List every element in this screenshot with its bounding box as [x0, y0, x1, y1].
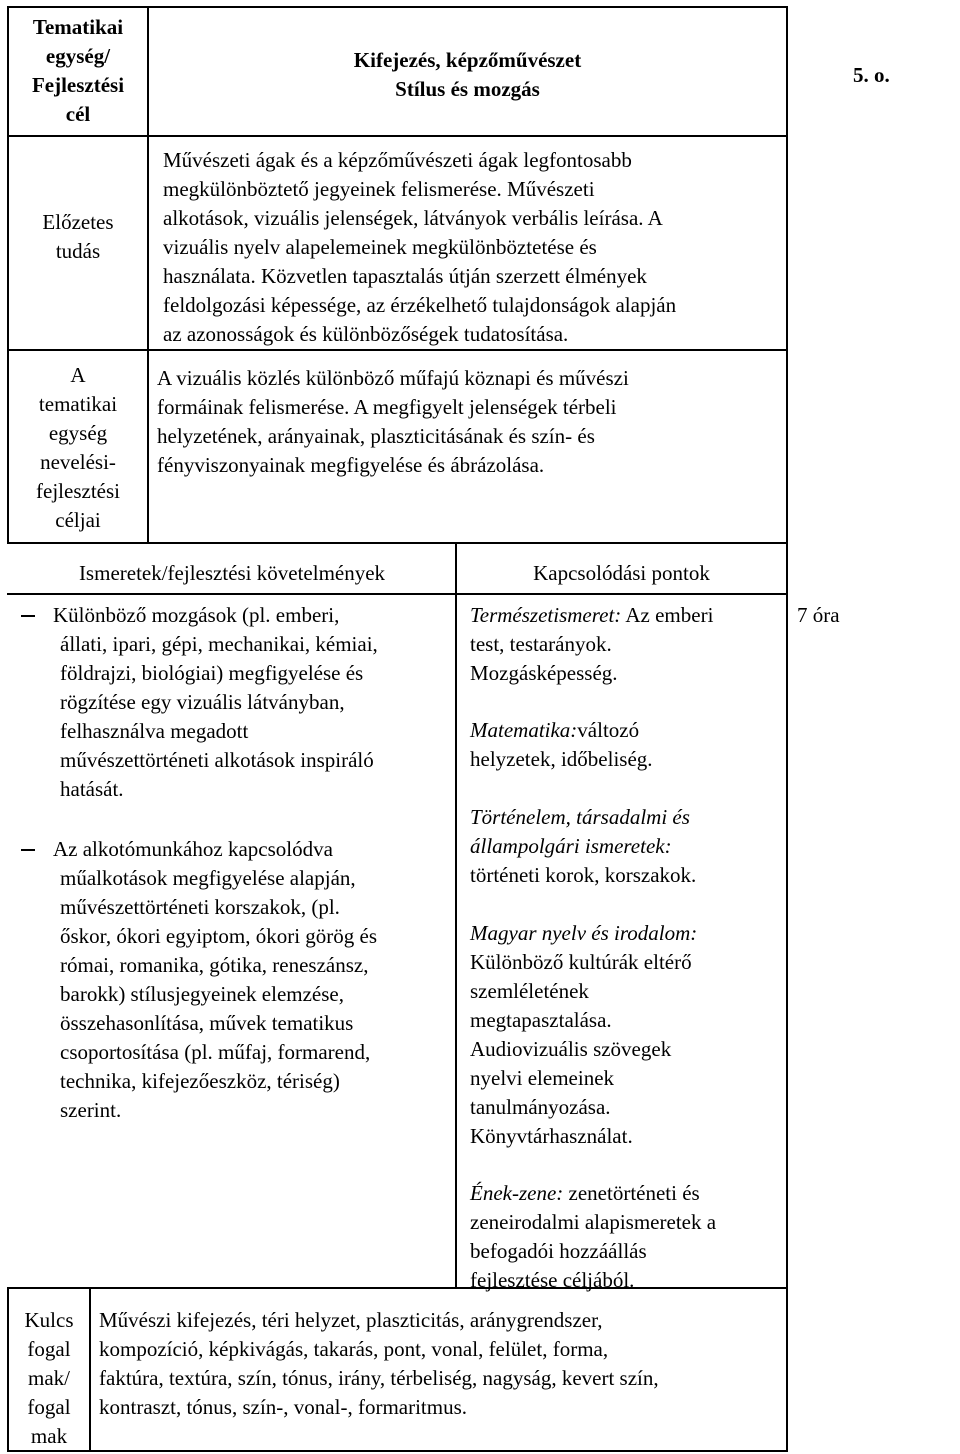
- header-label: Tematikai egység/ Fejlesztési cél: [31, 15, 125, 126]
- rule: [7, 1450, 788, 1452]
- rule: [89, 1287, 91, 1452]
- section-subtitle: Stílus és mozgás: [395, 77, 540, 101]
- dash-bullet: [21, 849, 35, 851]
- requirements-header: Ismeretek/fejlesztési követelmények: [78, 561, 386, 585]
- rule: [7, 6, 788, 8]
- subject-label: Történelem, társadalmi és: [470, 805, 690, 829]
- rule: [7, 135, 788, 137]
- subject-label: Matematika:: [470, 718, 578, 742]
- connection-literature: Magyar nyelv és irodalom: Különböző kultúrák eltérő szemléletének megtapasztalása. Audiovizuális szövegek nyelvi elemeinek tanulmányozása. Könyvtárhasználat.: [470, 921, 698, 1148]
- prior-knowledge-text: Művészeti ágak és a képzőművészeti ágak legfontosabb megkülönböztető jegyeinek felismerése. Művészeti alkotások, vizuális jelenségek, látványok verbális leírása. A vizuális nyelv alapelemeinek megkülönböztetése és használata. Közvetlen tapasztalás útján szerzett élmények feldolgozási képessége, az érzékelhető tulajdonságok alapján az azonosságok és különbözőségek tudatosítása.: [163, 148, 677, 346]
- prior-knowledge-label: Előzetes tudás: [42, 210, 114, 263]
- grade-label: 5. o.: [853, 63, 890, 87]
- dash-bullet: [21, 615, 35, 617]
- rule: [786, 1287, 788, 1452]
- rule: [455, 593, 788, 595]
- rule: [455, 542, 457, 1289]
- subject-label: Természetismeret:: [470, 603, 622, 627]
- rule: [786, 6, 788, 544]
- connection-science: Természetismeret: Az emberi test, testarányok. Mozgásképesség.: [470, 603, 714, 685]
- subject-label: állampolgári ismeretek:: [470, 834, 672, 858]
- section-title: Kifejezés, képzőművészet: [353, 48, 582, 72]
- subject-label: Ének-zene:: [470, 1181, 569, 1205]
- connection-math: Matematika:változó helyzetek, időbeliség.: [470, 718, 653, 771]
- rule: [7, 542, 788, 544]
- subject-label: Magyar nyelv és irodalom:: [470, 921, 698, 945]
- connection-music: Ének-zene: zenetörténeti és zeneirodalmi alapismeretek a befogadói hozzáállás fejlesztése céljából.: [470, 1181, 717, 1292]
- rule: [786, 542, 788, 1289]
- key-concepts-label: Kulcs fogal mak/ fogal mak: [24, 1308, 74, 1448]
- hours-label: 7 óra: [797, 603, 840, 627]
- page-title: [149, 46, 786, 104]
- connection-history: Történelem, társadalmi és állampolgári ismeretek: történeti korok, korszakok.: [470, 805, 697, 887]
- goals-label: A tematikai egység nevelési- fejlesztési céljai: [36, 363, 120, 532]
- list-item: Különböző mozgások (pl. emberi, állati, ipari, gépi, mechanikai, kémiai, földrajzi, biológiai) megfigyelése és rögzítése egy vizuális látványban, felhasználva megadott művészettörténeti alkotások inspiráló hatását.: [53, 603, 378, 801]
- rule: [7, 349, 788, 351]
- connections-header: Kapcsolódási pontok: [533, 561, 710, 585]
- goals-text: A vizuális közlés különböző műfajú köznapi és művészi formáinak felismerése. A megfigyelt jelenségek térbeli helyzetének, arányainak, plaszticitásának és szín- és fényviszonyainak megfigyelése és ábrázolása.: [157, 366, 629, 477]
- rule: [7, 593, 455, 595]
- key-concepts-text: Művészi kifejezés, téri helyzet, plaszticitás, aránygrendszer, kompozíció, képkivágás, takarás, pont, vonal, felület, forma, faktúra, textúra, szín, tónus, irány, térbeliség, nagyság, kevert szín, kontraszt, tónus, szín-, vonal-, formaritmus.: [99, 1308, 659, 1419]
- list-item: Az alkotómunkához kapcsolódva műalkotások megfigyelése alapján, művészettörténeti korszakok, (pl. őskor, ókori egyiptom, ókori görög és római, romanika, gótika, reneszánsz, barokk) stílusjegyeinek elemzése, összehasonlítása, művek tematikus csoportosítása (pl. műfaj, formarend, technika, kifejezőeszköz, tériség) szerint.: [53, 837, 378, 1122]
